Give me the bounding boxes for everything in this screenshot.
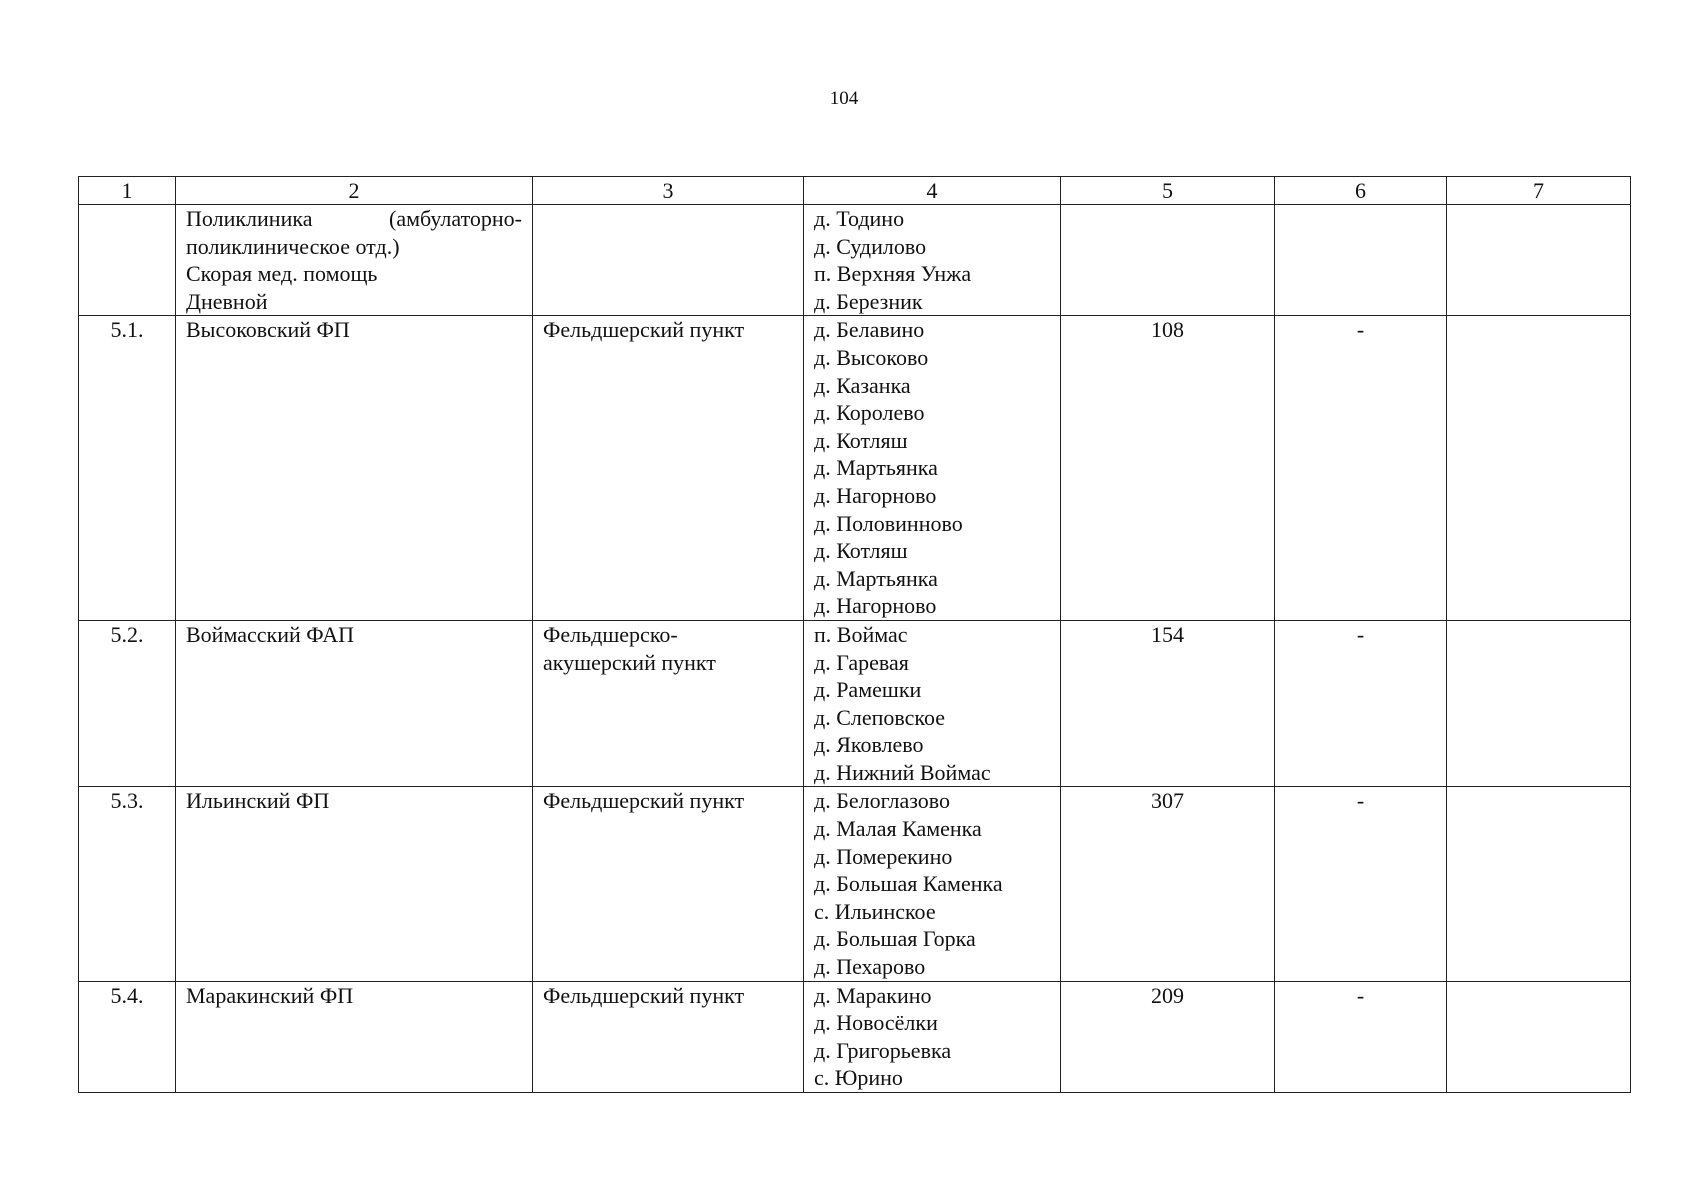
location-item: п. Воймас: [814, 621, 908, 647]
location-item: д. Белоглазово: [814, 788, 951, 814]
table-row: [79, 620, 1631, 787]
location-item: д. Гаревая: [814, 649, 909, 675]
location-item: д. Пехарово: [814, 954, 926, 980]
header-row: [79, 177, 1631, 205]
column-header-5: 5: [1061, 177, 1275, 205]
type-line: Фельдшерский пункт: [543, 982, 745, 1008]
location-item: д. Половинново: [814, 510, 963, 536]
location-item: д. Тодино: [814, 206, 905, 231]
location-item: д. Березник: [814, 288, 923, 314]
cell-type: [533, 981, 804, 1092]
cell-type: [533, 620, 804, 787]
cell-number: [79, 205, 176, 316]
cell-col7: [1447, 205, 1631, 316]
location-item: д. Малая Каменка: [814, 816, 982, 842]
cell-type: [533, 205, 804, 316]
cell-name: Воймасский ФАП: [176, 620, 533, 787]
cell-name: Высоковский ФП: [176, 316, 533, 621]
cell-number: 5.4.: [79, 981, 176, 1092]
location-item: д. Большая Каменка: [814, 871, 1003, 897]
cell-col6: -: [1275, 620, 1447, 787]
location-item: д. Новосёлки: [814, 1010, 938, 1036]
name-line: Дневной: [186, 288, 268, 314]
name-first-line: [186, 205, 522, 233]
page-number: 104: [829, 88, 859, 109]
name-text: (амбулаторно-: [389, 206, 522, 231]
cell-name: [176, 205, 533, 316]
cell-col5: 154: [1061, 620, 1275, 787]
location-item: д. Судилово: [814, 233, 927, 259]
location-item: д. Котляш: [814, 538, 908, 564]
location-item: п. Верхняя Унжа: [814, 261, 972, 287]
location-item: д. Казанка: [814, 372, 911, 398]
type-line: Фельдшерский пункт: [543, 317, 745, 343]
cell-col6: -: [1275, 787, 1447, 981]
location-item: с. Ильинское: [814, 898, 936, 924]
facility-table: [78, 176, 1631, 1093]
column-header-1: 1: [79, 177, 176, 205]
cell-col6: [1275, 205, 1447, 316]
name-line: Скорая мед. помощь: [186, 261, 378, 287]
location-item: д. Нижний Воймас: [814, 759, 991, 785]
location-item: д. Яковлево: [814, 732, 924, 758]
location-item: д. Померекино: [814, 843, 953, 869]
cell-col7: [1447, 787, 1631, 981]
cell-locations: [804, 620, 1061, 787]
column-header-6: 6: [1275, 177, 1447, 205]
location-item: д. Мартьянка: [814, 455, 938, 481]
type-line: акушерский пункт: [543, 649, 716, 675]
location-item: д. Нагорново: [814, 593, 937, 619]
table-row: [79, 981, 1631, 1092]
cell-col5: 209: [1061, 981, 1275, 1092]
type-line: Фельдшерский пункт: [543, 788, 745, 814]
cell-col5: 108: [1061, 316, 1275, 621]
cell-locations: [804, 787, 1061, 981]
name-text: Поликлиника: [186, 206, 313, 231]
type-line: Фельдшерско-: [543, 621, 678, 647]
location-item: д. Нагорново: [814, 482, 937, 508]
location-item: д. Григорьевка: [814, 1037, 952, 1063]
cell-col7: [1447, 316, 1631, 621]
cell-locations: [804, 316, 1061, 621]
column-header-7: 7: [1447, 177, 1631, 205]
cell-number: 5.3.: [79, 787, 176, 981]
table-row-polyclinic: [79, 205, 1631, 316]
cell-type: [533, 787, 804, 981]
cell-col7: [1447, 620, 1631, 787]
cell-locations: [804, 981, 1061, 1092]
location-item: д. Маракино: [814, 982, 932, 1008]
column-header-3: 3: [533, 177, 804, 205]
cell-number: 5.1.: [79, 316, 176, 621]
cell-col6: -: [1275, 981, 1447, 1092]
location-item: д. Большая Горка: [814, 926, 976, 952]
column-header-2: 2: [176, 177, 533, 205]
cell-col5: [1061, 205, 1275, 316]
cell-name: Маракинский ФП: [176, 981, 533, 1092]
location-item: д. Слеповское: [814, 704, 946, 730]
column-header-4: 4: [804, 177, 1061, 205]
location-item: д. Рамешки: [814, 677, 922, 703]
location-item: д. Белавино: [814, 317, 925, 343]
cell-type: [533, 316, 804, 621]
cell-name: Ильинский ФП: [176, 787, 533, 981]
table-row: [79, 316, 1631, 621]
location-item: д. Мартьянка: [814, 565, 938, 591]
location-item: д. Высоково: [814, 344, 929, 370]
cell-locations: [804, 205, 1061, 316]
cell-number: 5.2.: [79, 620, 176, 787]
name-line: поликлиническое отд.): [186, 233, 400, 259]
location-item: д. Котляш: [814, 427, 908, 453]
table-row: [79, 787, 1631, 981]
location-item: д. Королево: [814, 400, 925, 426]
location-item: с. Юрино: [814, 1065, 903, 1091]
cell-col5: 307: [1061, 787, 1275, 981]
cell-col7: [1447, 981, 1631, 1092]
cell-col6: -: [1275, 316, 1447, 621]
